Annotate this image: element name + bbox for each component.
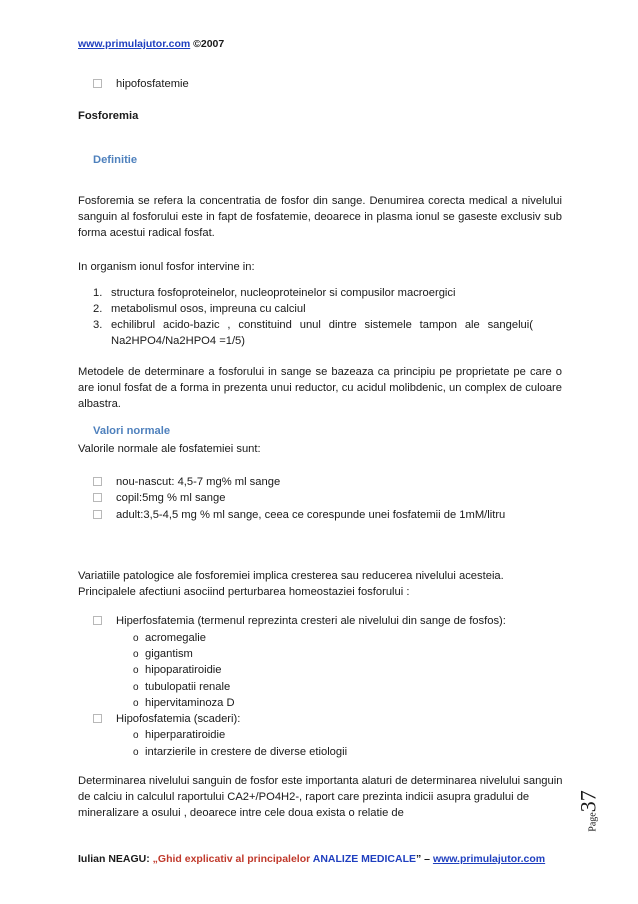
- hiper-subitem: [133, 662, 222, 679]
- square-bullet-icon: [93, 493, 102, 502]
- intro-bullet: [93, 76, 189, 92]
- page-footer: [78, 853, 545, 865]
- page-number-label: Page: [587, 812, 599, 832]
- page-number: [575, 770, 628, 850]
- hiper-subitem: [133, 679, 230, 696]
- header-site-link[interactable]: www.primulajutor.com: [78, 38, 191, 50]
- footer-site-link[interactable]: www.primulajutor.com: [432, 853, 546, 865]
- hiper-subitem: [133, 630, 206, 647]
- circle-bullet-icon: o: [133, 649, 139, 660]
- footer-book-title: „Ghid explicativ al principalelor: [152, 853, 313, 865]
- hiper-subitem-text: hipervitaminoza D: [145, 697, 235, 709]
- hiper-subitem-text: tubulopatii renale: [145, 681, 231, 693]
- list-item-2: [93, 301, 306, 317]
- section-title: Fosforemia: [78, 110, 139, 122]
- hipo-subitem: [133, 727, 225, 744]
- final-paragraph: Determinarea nivelului sanguin de fosfor este importanta alaturi de determinarea nivelului sanguin de calciu in calculul raportului CA2+/PO4H2-, raport care prezinta indicii asupra gradului de mineralizare a osului , deoarece intre cele doua exista o relatie de: [78, 775, 563, 819]
- list-number: 1.: [93, 287, 103, 299]
- hipo-subitem-text: hiperparatiroidie: [145, 729, 226, 741]
- square-bullet-icon: [93, 714, 102, 723]
- list-item-1: [93, 285, 456, 301]
- footer-analize: ANALIZE MEDICALE: [312, 853, 416, 865]
- valori-item: [93, 490, 225, 506]
- valori-intro: Valorile normale ale fosfatemiei sunt:: [78, 443, 261, 455]
- hiper-subitem-text: hipoparatiroidie: [145, 664, 222, 676]
- hipo-subitem-text: intarzierile in crestere de diverse etiologii: [145, 746, 348, 758]
- hiper-subitem-text: acromegalie: [145, 632, 206, 644]
- circle-bullet-icon: o: [133, 682, 139, 693]
- intro-bullet-text: hipofosfatemie: [116, 78, 189, 90]
- metode-paragraph: Metodele de determinare a fosforului in sange se bazeaza ca principiu pe proprietate pe care o are ionul fosfat de a forma in prezenta unui reductor, cu acidul molibdenic, un complex de culoare albastra.: [78, 366, 562, 410]
- valori-item-text: copil:5mg % ml sange: [116, 492, 226, 504]
- variatii-paragraph: Variatiile patologice ale fosforemiei implica cresterea sau reducerea nivelului acesteia. Principalele afectiuni asociind perturbarea homeostaziei fosforului :: [78, 570, 504, 598]
- valori-item: [93, 474, 280, 490]
- circle-bullet-icon: o: [133, 730, 139, 741]
- hipo-subitem: [133, 744, 347, 761]
- definitie-paragraph: Fosforemia se refera la concentratia de fosfor din sange. Denumirea corecta medical a nivelului sanguin al fosforului este in fapt de fosfatemie, deoarece in plasma ionul se gaseste exclusiv sub forma acestui radical fosfat.: [78, 195, 562, 239]
- footer-author: Iulian NEAGU:: [78, 853, 153, 865]
- square-bullet-icon: [93, 616, 102, 625]
- page-number-value: 37: [575, 790, 601, 813]
- circle-bullet-icon: o: [133, 665, 139, 676]
- list-number: 3.: [93, 319, 103, 331]
- hiper-title: Hiperfosfatemia (termenul reprezinta cresteri ale nivelului din sange de fosfos):: [116, 615, 506, 627]
- circle-bullet-icon: o: [133, 633, 139, 644]
- list-item-text: metabolismul osos, impreuna cu calciul: [111, 303, 306, 315]
- hiper-subitem: [133, 646, 193, 663]
- definitie-heading: Definitie: [93, 154, 138, 166]
- list-item-text: echilibrul acido-bazic , constituind unul dintre sistemele tampon ale sangelui( Na2HPO4/Na2HPO4 =1/5): [111, 319, 533, 347]
- circle-bullet-icon: o: [133, 698, 139, 709]
- valori-heading: Valori normale: [93, 425, 171, 437]
- list-item-text: structura fosfoproteinelor, nucleoproteinelor si compusilor macroergici: [111, 287, 456, 299]
- header-copyright: ©2007: [190, 38, 225, 50]
- square-bullet-icon: [93, 510, 102, 519]
- intervine-paragraph: In organism ionul fosfor intervine in:: [78, 261, 255, 273]
- footer-closing: ” –: [416, 853, 433, 865]
- page-header: [78, 38, 224, 50]
- list-item-3: [93, 317, 533, 349]
- valori-item: [93, 507, 505, 523]
- hiper-bullet: [93, 613, 506, 629]
- hipo-bullet: [93, 711, 240, 727]
- valori-item-text: nou-nascut: 4,5-7 mg% ml sange: [116, 476, 281, 488]
- valori-item-text: adult:3,5-4,5 mg % ml sange, ceea ce corespunde unei fosfatemii de 1mM/litru: [116, 509, 506, 521]
- hiper-subitem-text: gigantism: [145, 648, 193, 660]
- circle-bullet-icon: o: [133, 747, 139, 758]
- square-bullet-icon: [93, 79, 102, 88]
- hiper-subitem: [133, 695, 235, 712]
- hipo-title: Hipofosfatemia (scaderi):: [116, 713, 241, 725]
- square-bullet-icon: [93, 477, 102, 486]
- list-number: 2.: [93, 303, 103, 315]
